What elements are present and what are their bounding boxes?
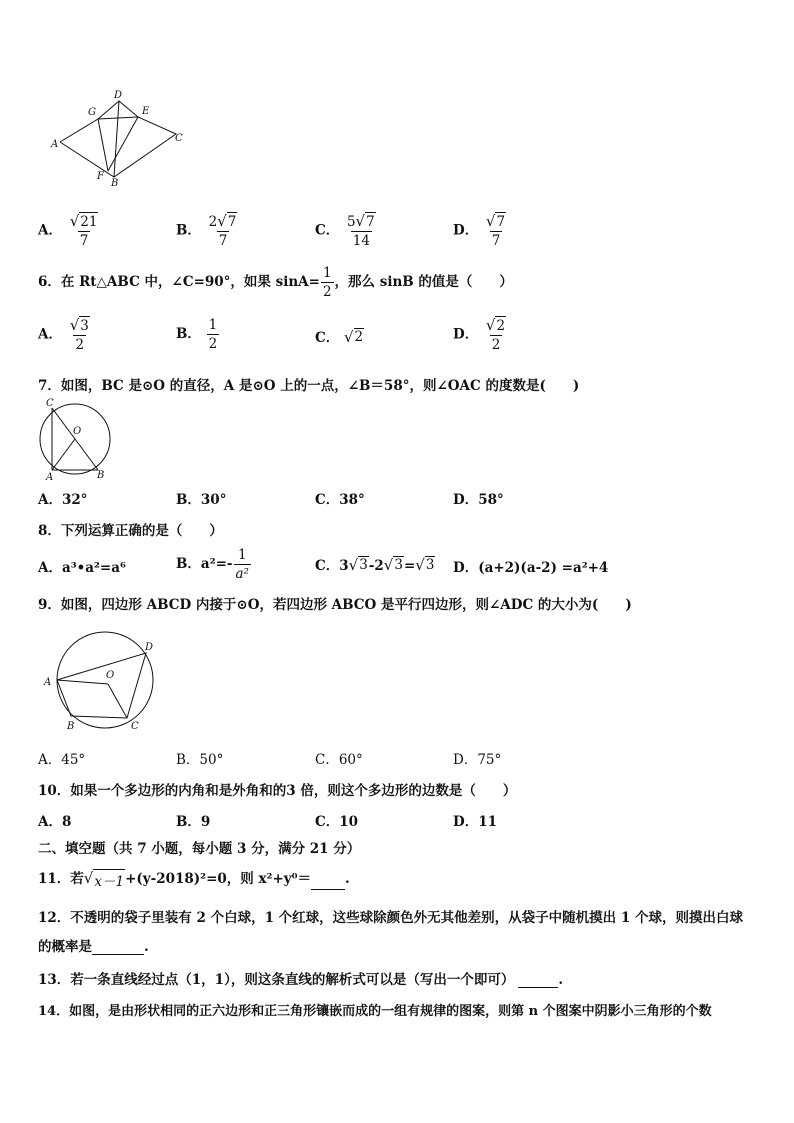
- q9-option-d[interactable]: D．75°: [453, 752, 502, 768]
- option-letter: C．: [315, 222, 340, 239]
- denominator: 7: [491, 233, 501, 249]
- answer-blank[interactable]: [311, 875, 345, 890]
- denominator: 2: [491, 337, 501, 353]
- radicand: 7: [496, 214, 506, 230]
- q10-stem: 10．如果一个多边形的内角和是外角和的3 倍，则这个多边形的边数是（ ）: [38, 783, 517, 799]
- q7-option-b[interactable]: B．30°: [176, 492, 227, 508]
- denominator: 7: [218, 233, 228, 249]
- denominator: 7: [79, 233, 89, 249]
- q8-option-d[interactable]: D．(a+2)(a-2) =a²+4: [453, 560, 609, 576]
- label-f: F: [97, 171, 104, 182]
- stem-part: 6．在 Rt△ABC 中，∠C=90°，如果 sinA=: [38, 274, 320, 290]
- option-letter: C．: [315, 330, 340, 346]
- radicand: 3: [80, 318, 89, 334]
- q14-line1: 14．如图，是由形状相同的正六边形和正三角形镶嵌而成的一组有规律的图案，则第 n 个图案中阴影小三角形的个数: [38, 1004, 712, 1019]
- numerator: 1: [237, 547, 247, 563]
- option-letter: B．: [176, 326, 201, 342]
- stem-part: ，那么 sinB 的值是（ ）: [334, 274, 513, 290]
- q11-stem: 11．若 √ x－1 +(y-2018)²=0，则 x²+y⁰＝ .: [38, 869, 350, 890]
- q7-option-a[interactable]: A．32°: [38, 492, 88, 508]
- label-o: O: [73, 426, 82, 437]
- figure-circle-diameter: [34, 396, 120, 482]
- label-c: C: [46, 398, 54, 409]
- coefficient: 2: [208, 214, 218, 230]
- option-letter: B．a²=-: [176, 556, 233, 572]
- label-d: D: [114, 90, 123, 101]
- label-e: E: [142, 106, 150, 117]
- q10-option-b[interactable]: B．9: [176, 814, 211, 830]
- coefficient: 5: [346, 214, 356, 230]
- q6-option-c[interactable]: C． √ 2: [315, 328, 364, 346]
- q8-stem: 8．下列运算正确的是（ ）: [38, 523, 223, 539]
- label-a: A: [44, 677, 52, 688]
- q5-option-a[interactable]: A． √ 21 7: [38, 212, 98, 249]
- q8-option-a[interactable]: A．a³•a²=a⁶: [38, 560, 126, 576]
- stem-part: 13．若一条直线经过点（1，1），则这条直线的解析式可以是（写出一个即可）: [38, 972, 515, 988]
- q9-option-a[interactable]: A．45°: [38, 752, 86, 768]
- q13-stem: [38, 968, 563, 988]
- radicand: 3: [394, 557, 403, 573]
- radicand: 3: [359, 557, 368, 573]
- option-letter: B．: [176, 222, 201, 239]
- q8-option-b[interactable]: [176, 546, 252, 583]
- q6-option-d[interactable]: D． √ 2 2: [453, 316, 506, 353]
- radicand: x－1: [93, 869, 125, 890]
- q7-option-c[interactable]: C．38°: [315, 492, 365, 508]
- answer-blank[interactable]: [92, 940, 144, 955]
- option-letter: D．: [453, 222, 479, 239]
- stem-part: .: [558, 972, 564, 988]
- label-b: B: [67, 721, 75, 732]
- equals: =: [403, 558, 416, 574]
- label-c: C: [175, 133, 183, 144]
- stem-part: +(y-2018)²=0，则 x²+y⁰＝: [125, 871, 312, 887]
- radicand: 3: [425, 557, 435, 573]
- q7-stem: 7．如图，BC 是⊙O 的直径，A 是⊙O 上的一点，∠B＝58°，则∠OAC 的度数是( ): [38, 378, 580, 394]
- q6-stem: [38, 264, 513, 301]
- q5-option-b[interactable]: B． 2 √ 7 7: [176, 212, 237, 249]
- denominator: a²: [235, 566, 249, 582]
- option-letter: D．: [453, 326, 479, 343]
- option-letter: C．3: [315, 558, 349, 574]
- section-heading: 二、填空题（共 7 小题，每小题 3 分，满分 21 分）: [38, 841, 361, 857]
- answer-blank[interactable]: [518, 973, 558, 988]
- label-a: A: [46, 472, 54, 482]
- q6-option-a[interactable]: A． √ 3 2: [38, 316, 89, 353]
- figure-rhombus: [48, 86, 198, 188]
- stem-part: .: [345, 871, 350, 887]
- q7-option-d[interactable]: D．58°: [453, 492, 504, 508]
- q5-option-d[interactable]: D． √ 7 7: [453, 212, 506, 249]
- operator: -2: [368, 558, 384, 574]
- q9-stem: 9．如图，四边形 ABCD 内接于⊙O，若四边形 ABCO 是平行四边形，则∠ADC 的大小为( ): [38, 597, 632, 613]
- label-o: O: [106, 670, 115, 681]
- radicand: 21: [80, 214, 98, 230]
- radicand: 7: [366, 214, 375, 230]
- option-letter: A．: [38, 326, 62, 343]
- label-d: D: [145, 642, 154, 653]
- denominator: 2: [208, 336, 218, 352]
- q6-option-b[interactable]: [176, 316, 220, 353]
- stem-part: 的概率是: [38, 939, 92, 955]
- denominator: 2: [322, 284, 332, 300]
- numerator: 1: [322, 265, 332, 281]
- q10-option-c[interactable]: C．10: [315, 814, 359, 830]
- denominator: 14: [352, 233, 370, 249]
- label-c: C: [131, 721, 139, 732]
- label-a: A: [51, 139, 59, 150]
- numerator: 1: [208, 317, 218, 333]
- radicand: 2: [496, 318, 506, 334]
- label-g: G: [88, 107, 96, 118]
- radicand: 2: [354, 329, 364, 345]
- stem-part: .: [144, 939, 149, 955]
- label-b: B: [97, 470, 105, 481]
- q12-line1: 12．不透明的袋子里装有 2 个白球，1 个红球，这些球除颜色外无其他差别，从袋子中随机摸出 1 个球，则摸出白球: [38, 910, 743, 926]
- q5-option-c[interactable]: C． 5 √ 7 14: [315, 212, 375, 249]
- stem-part: 11．若: [38, 871, 84, 887]
- q10-option-a[interactable]: A．8: [38, 814, 72, 830]
- q8-option-c[interactable]: C．3 √ 3 -2 √ 3 = √ 3: [315, 556, 435, 574]
- q9-option-b[interactable]: B．50°: [176, 752, 224, 768]
- radicand: 7: [227, 214, 237, 230]
- option-letter: A．: [38, 222, 62, 239]
- label-b: B: [111, 178, 119, 188]
- q10-option-d[interactable]: D．11: [453, 814, 497, 830]
- denominator: 2: [75, 337, 85, 353]
- q12-line2: [38, 935, 149, 955]
- figure-inscribed-quadrilateral: [38, 628, 162, 736]
- q9-option-c[interactable]: C．60°: [315, 752, 363, 768]
